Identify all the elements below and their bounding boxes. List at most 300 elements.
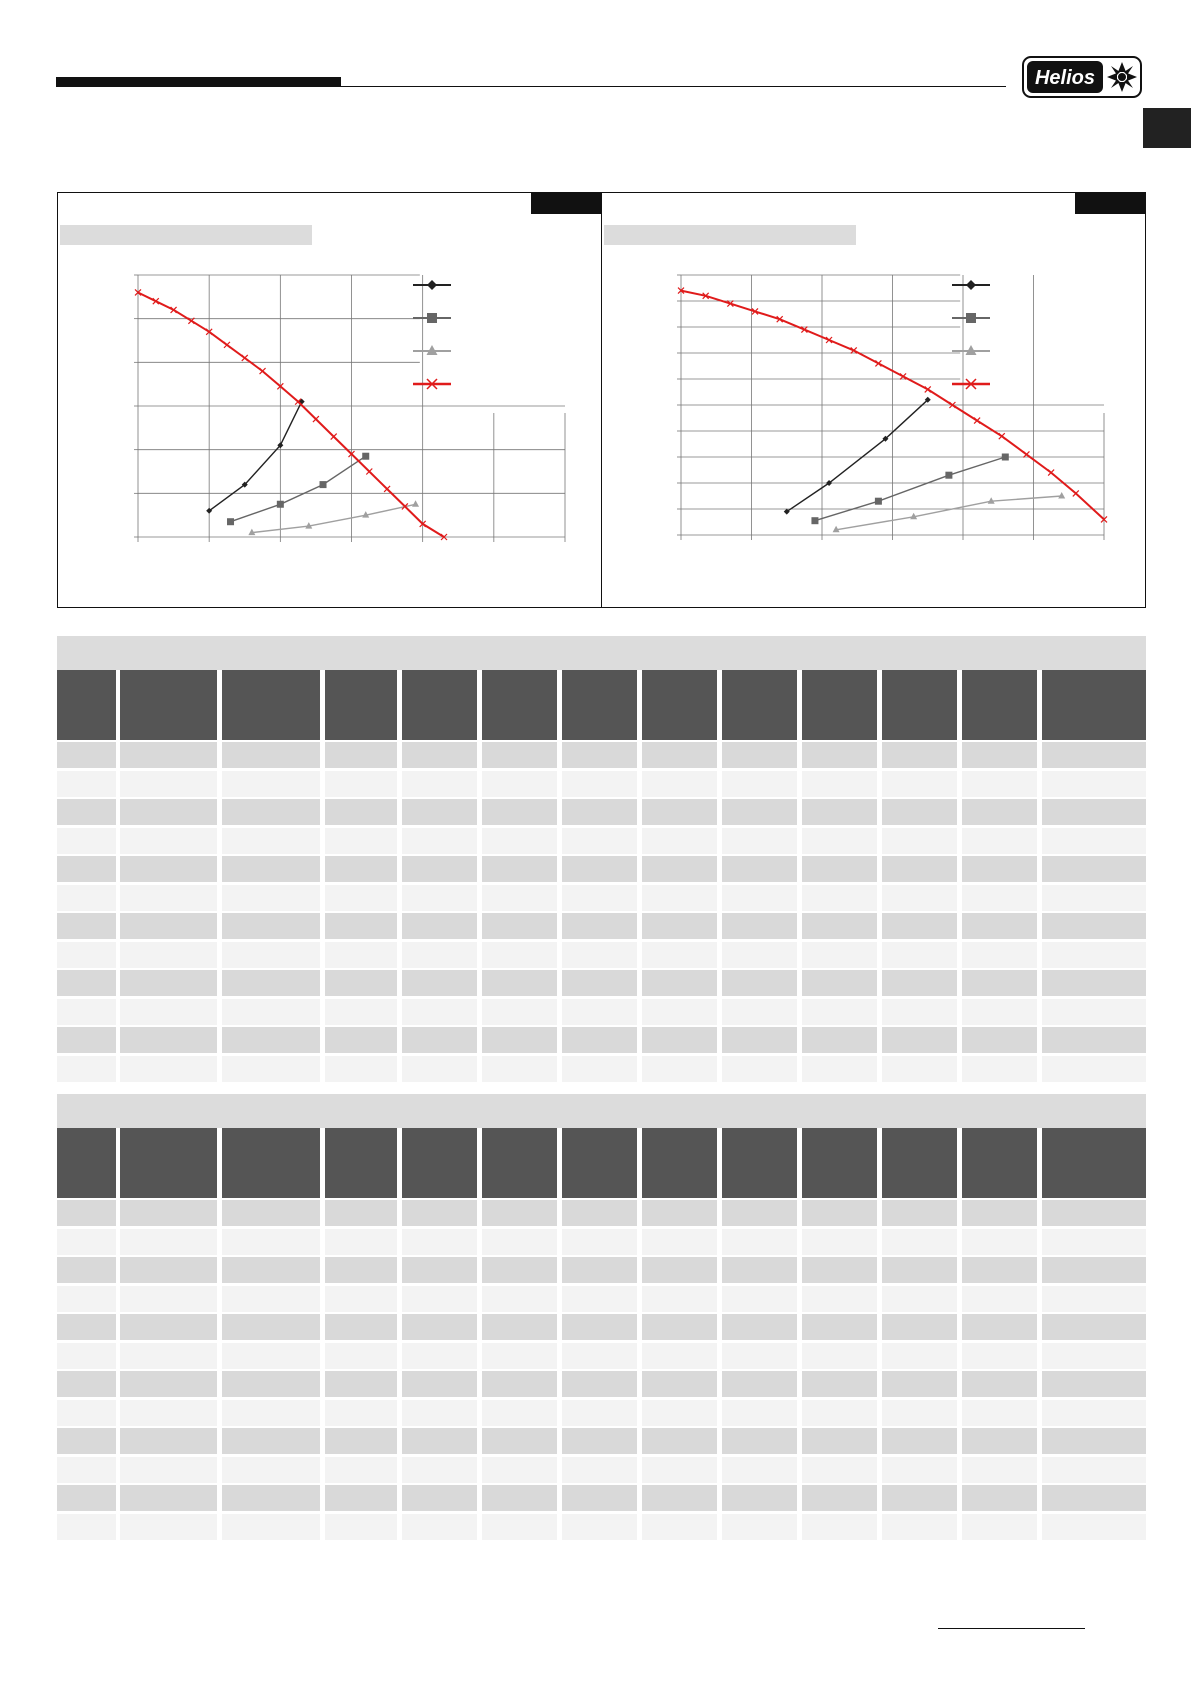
table-cell xyxy=(722,1229,797,1255)
table-cell xyxy=(402,1314,477,1340)
table-cell xyxy=(722,742,797,768)
table-cell xyxy=(222,1027,320,1053)
table-cell xyxy=(562,1286,637,1312)
table-cell xyxy=(722,1286,797,1312)
table-cell xyxy=(482,1514,557,1540)
table-cell xyxy=(57,970,116,996)
column-header xyxy=(482,1128,557,1198)
table-row xyxy=(57,1027,1146,1053)
table-cell xyxy=(962,1428,1037,1454)
legend-marker-diamond xyxy=(966,280,976,290)
column-header xyxy=(802,670,877,740)
table-cell xyxy=(882,1428,957,1454)
table-cell xyxy=(402,828,477,854)
table-cell xyxy=(222,1428,320,1454)
table-cell xyxy=(482,1229,557,1255)
table-cell xyxy=(642,942,717,968)
table-cell xyxy=(642,1200,717,1226)
table-cell xyxy=(562,1371,637,1397)
table-cell xyxy=(402,999,477,1025)
table-cell xyxy=(562,828,637,854)
table-cell xyxy=(120,970,217,996)
data-point-square xyxy=(945,472,952,479)
table-cell xyxy=(120,1400,217,1426)
data-point-square xyxy=(811,517,818,524)
table-cell xyxy=(402,1400,477,1426)
table-cell xyxy=(802,771,877,797)
data-point-cross xyxy=(242,355,248,361)
table-cell xyxy=(802,742,877,768)
table-cell xyxy=(642,828,717,854)
column-header xyxy=(962,1128,1037,1198)
table-row xyxy=(57,942,1146,968)
table-cell xyxy=(325,1371,397,1397)
table-cell xyxy=(325,1027,397,1053)
column-header xyxy=(562,1128,637,1198)
table-cell xyxy=(402,1257,477,1283)
table-cell xyxy=(562,1485,637,1511)
table-cell xyxy=(402,1056,477,1082)
table-cell xyxy=(562,1457,637,1483)
table-cell xyxy=(722,771,797,797)
table-cell xyxy=(882,1371,957,1397)
table-cell xyxy=(962,1371,1037,1397)
data-point-square xyxy=(1002,454,1009,461)
table-cell xyxy=(882,856,957,882)
table-cell xyxy=(1042,771,1146,797)
series-line xyxy=(836,496,1062,530)
table-cell xyxy=(802,1485,877,1511)
series-line xyxy=(209,402,302,511)
column-header xyxy=(57,670,116,740)
header-rule xyxy=(56,86,1006,87)
data-point-triangle xyxy=(412,500,419,507)
table-cell xyxy=(120,828,217,854)
legend-marker-square xyxy=(427,313,437,323)
table-cell xyxy=(482,771,557,797)
table-cell xyxy=(882,885,957,911)
table-cell xyxy=(962,913,1037,939)
table-cell xyxy=(222,771,320,797)
data-point-square xyxy=(227,518,234,525)
table-cell xyxy=(962,1286,1037,1312)
table-cell xyxy=(120,856,217,882)
column-header xyxy=(120,670,217,740)
table-row xyxy=(57,799,1146,825)
table-cell xyxy=(222,1343,320,1369)
table-cell xyxy=(120,913,217,939)
table-cell xyxy=(722,1428,797,1454)
series-line xyxy=(787,400,928,512)
table-cell xyxy=(722,913,797,939)
table-cell xyxy=(120,1286,217,1312)
table-row xyxy=(57,1485,1146,1511)
table-cell xyxy=(882,942,957,968)
table-cell xyxy=(562,913,637,939)
table-cell xyxy=(962,999,1037,1025)
table-cell xyxy=(962,942,1037,968)
table-cell xyxy=(482,1056,557,1082)
table-cell xyxy=(962,799,1037,825)
table-cell xyxy=(562,856,637,882)
table-cell xyxy=(482,1400,557,1426)
table-cell xyxy=(642,913,717,939)
table-cell xyxy=(1042,1314,1146,1340)
data-point-cross xyxy=(260,368,266,374)
table-cell xyxy=(57,1457,116,1483)
table-cell xyxy=(642,1400,717,1426)
table-cell xyxy=(722,885,797,911)
table-cell xyxy=(802,1400,877,1426)
table-cell xyxy=(802,970,877,996)
table-cell xyxy=(802,799,877,825)
table-cell xyxy=(962,1257,1037,1283)
column-header xyxy=(325,670,397,740)
table-cell xyxy=(482,1314,557,1340)
table-cell xyxy=(120,1314,217,1340)
table-cell xyxy=(1042,1514,1146,1540)
table-cell xyxy=(722,828,797,854)
table-cell xyxy=(1042,1286,1146,1312)
table-cell xyxy=(1042,1428,1146,1454)
table-cell xyxy=(722,1343,797,1369)
table-cell xyxy=(57,942,116,968)
table-cell xyxy=(1042,999,1146,1025)
data-point-cross xyxy=(331,434,337,440)
table-cell xyxy=(802,1286,877,1312)
data-point-cross xyxy=(974,418,980,424)
table-cell xyxy=(882,913,957,939)
chart-left xyxy=(58,193,603,609)
table-cell xyxy=(882,1457,957,1483)
table-cell xyxy=(57,1229,116,1255)
table-cell xyxy=(562,1200,637,1226)
table-cell xyxy=(642,1371,717,1397)
table-row xyxy=(57,1400,1146,1426)
table-cell xyxy=(802,828,877,854)
table-cell xyxy=(722,1514,797,1540)
table-cell xyxy=(722,1257,797,1283)
table-cell xyxy=(882,1257,957,1283)
table-cell xyxy=(962,970,1037,996)
table-cell xyxy=(222,1371,320,1397)
table-cell xyxy=(642,1229,717,1255)
footer-rule xyxy=(938,1628,1085,1629)
table-cell xyxy=(482,913,557,939)
table-cell xyxy=(325,771,397,797)
table-cell xyxy=(120,1514,217,1540)
table-row xyxy=(57,1514,1146,1540)
table-cell xyxy=(120,1056,217,1082)
table-cell xyxy=(642,885,717,911)
table-cell xyxy=(1042,1371,1146,1397)
column-header xyxy=(562,670,637,740)
table-cell xyxy=(562,1343,637,1369)
table-cell xyxy=(325,942,397,968)
table-cell xyxy=(882,1286,957,1312)
table-row xyxy=(57,1457,1146,1483)
table-cell xyxy=(57,828,116,854)
table-cell xyxy=(222,1485,320,1511)
table-cell xyxy=(802,1428,877,1454)
table-cell xyxy=(222,799,320,825)
table-cell xyxy=(482,1257,557,1283)
table-cell xyxy=(222,742,320,768)
data-point-triangle xyxy=(1058,492,1065,499)
table-cell xyxy=(120,999,217,1025)
table-row xyxy=(57,1314,1146,1340)
column-header xyxy=(57,1128,116,1198)
table-cell xyxy=(562,1056,637,1082)
table-cell xyxy=(722,1314,797,1340)
table-cell xyxy=(57,799,116,825)
table-cell xyxy=(802,1027,877,1053)
table-cell xyxy=(882,799,957,825)
table-cell xyxy=(1042,1343,1146,1369)
table-cell xyxy=(120,885,217,911)
table-cell xyxy=(482,828,557,854)
column-header xyxy=(1042,670,1146,740)
table-cell xyxy=(642,742,717,768)
table-cell xyxy=(402,1286,477,1312)
table-cell xyxy=(1042,885,1146,911)
table-row xyxy=(57,1286,1146,1312)
table-cell xyxy=(482,999,557,1025)
table-cell xyxy=(402,1229,477,1255)
column-header xyxy=(962,670,1037,740)
table-cell xyxy=(642,1286,717,1312)
table-cell xyxy=(562,1229,637,1255)
table-cell xyxy=(482,1343,557,1369)
table-cell xyxy=(642,1485,717,1511)
table-cell xyxy=(1042,828,1146,854)
table-cell xyxy=(722,999,797,1025)
table-cell xyxy=(482,799,557,825)
table-cell xyxy=(325,1257,397,1283)
table-cell xyxy=(402,742,477,768)
table-cell xyxy=(57,742,116,768)
column-header xyxy=(402,670,477,740)
table-cell xyxy=(962,1314,1037,1340)
data-point-cross xyxy=(366,469,372,475)
table-cell xyxy=(722,799,797,825)
table-cell xyxy=(722,1457,797,1483)
table-cell xyxy=(1042,1056,1146,1082)
data-point-square xyxy=(362,453,369,460)
table-cell xyxy=(325,885,397,911)
table-cell xyxy=(482,856,557,882)
logo-wordmark: Helios xyxy=(1034,67,1096,89)
table-cell xyxy=(222,856,320,882)
column-header xyxy=(642,670,717,740)
table-row xyxy=(57,1371,1146,1397)
table-cell xyxy=(642,970,717,996)
table-cell xyxy=(120,1485,217,1511)
table-cell xyxy=(57,1027,116,1053)
table-cell xyxy=(325,828,397,854)
series-line xyxy=(252,504,416,532)
table-column-headers xyxy=(57,670,1146,740)
table-cell xyxy=(57,1343,116,1369)
table-cell xyxy=(802,999,877,1025)
data-point-cross xyxy=(384,486,390,492)
table-cell xyxy=(562,1314,637,1340)
table-cell xyxy=(1042,970,1146,996)
table-cell xyxy=(120,1200,217,1226)
table-cell xyxy=(402,799,477,825)
table-cell xyxy=(325,1428,397,1454)
section-tab[interactable] xyxy=(1143,108,1191,148)
table-cell xyxy=(402,942,477,968)
table-row xyxy=(57,913,1146,939)
table-column-headers xyxy=(57,1128,1146,1198)
table-cell xyxy=(1042,1457,1146,1483)
table-row xyxy=(57,771,1146,797)
column-header xyxy=(882,1128,957,1198)
table-cell xyxy=(882,1314,957,1340)
data-point-cross xyxy=(925,386,931,392)
table-cell xyxy=(222,913,320,939)
table-cell xyxy=(562,799,637,825)
table-cell xyxy=(402,885,477,911)
table-cell xyxy=(562,885,637,911)
chart-right xyxy=(602,193,1147,609)
table-cell xyxy=(120,799,217,825)
table-cell xyxy=(802,1200,877,1226)
table-cell xyxy=(962,1485,1037,1511)
table-cell xyxy=(642,1257,717,1283)
table-cell xyxy=(222,1400,320,1426)
table-cell xyxy=(642,856,717,882)
table-cell xyxy=(1042,1229,1146,1255)
table-cell xyxy=(562,1257,637,1283)
table-cell xyxy=(482,1428,557,1454)
table-cell xyxy=(642,799,717,825)
table-cell xyxy=(882,1485,957,1511)
table-cell xyxy=(722,1027,797,1053)
table-cell xyxy=(57,1514,116,1540)
table-cell xyxy=(962,1514,1037,1540)
table-cell xyxy=(222,999,320,1025)
table-cell xyxy=(482,1286,557,1312)
table-cell xyxy=(722,856,797,882)
table-cell xyxy=(882,771,957,797)
table-cell xyxy=(882,828,957,854)
table-cell xyxy=(120,1428,217,1454)
table-cell xyxy=(325,1286,397,1312)
table-cell xyxy=(402,1514,477,1540)
table-cell xyxy=(57,1400,116,1426)
table-row xyxy=(57,885,1146,911)
table-cell xyxy=(120,942,217,968)
table-cell xyxy=(722,1371,797,1397)
table-cell xyxy=(962,1056,1037,1082)
table-cell xyxy=(642,1027,717,1053)
column-header xyxy=(1042,1128,1146,1198)
table-cell xyxy=(642,1514,717,1540)
table-cell xyxy=(882,1229,957,1255)
table-cell xyxy=(1042,942,1146,968)
table-cell xyxy=(325,1400,397,1426)
table-cell xyxy=(482,885,557,911)
table-cell xyxy=(562,999,637,1025)
table-cell xyxy=(402,1371,477,1397)
data-point-cross xyxy=(224,342,230,348)
table-cell xyxy=(642,1457,717,1483)
table-cell xyxy=(802,1514,877,1540)
table-cell xyxy=(1042,1400,1146,1426)
table-row xyxy=(57,999,1146,1025)
table-cell xyxy=(802,1343,877,1369)
table-cell xyxy=(222,828,320,854)
data-point-cross xyxy=(1048,470,1054,476)
table-cell xyxy=(57,1371,116,1397)
table-cell xyxy=(120,1371,217,1397)
table-cell xyxy=(222,1056,320,1082)
table-cell xyxy=(642,1056,717,1082)
table-cell xyxy=(57,885,116,911)
table-cell xyxy=(562,970,637,996)
table-cell xyxy=(802,1314,877,1340)
table-cell xyxy=(402,1343,477,1369)
column-header xyxy=(722,1128,797,1198)
data-point-cross xyxy=(1023,451,1029,457)
series-line xyxy=(231,456,366,522)
table-cell xyxy=(562,942,637,968)
table-cell xyxy=(325,1056,397,1082)
table-cell xyxy=(722,1056,797,1082)
table-cell xyxy=(325,999,397,1025)
table-cell xyxy=(962,1229,1037,1255)
table-cell xyxy=(482,1485,557,1511)
table-cell xyxy=(642,1343,717,1369)
table-cell xyxy=(57,1257,116,1283)
table-cell xyxy=(962,771,1037,797)
table-cell xyxy=(802,1257,877,1283)
table-cell xyxy=(482,970,557,996)
table-cell xyxy=(1042,742,1146,768)
table-cell xyxy=(482,942,557,968)
table-cell xyxy=(562,1400,637,1426)
table-cell xyxy=(882,1027,957,1053)
table-cell xyxy=(962,1200,1037,1226)
table-cell xyxy=(325,1514,397,1540)
table-cell xyxy=(722,1400,797,1426)
table-cell xyxy=(962,1457,1037,1483)
table-cell xyxy=(962,885,1037,911)
table-cell xyxy=(642,1428,717,1454)
table-cell xyxy=(882,1400,957,1426)
column-header xyxy=(722,670,797,740)
column-header xyxy=(402,1128,477,1198)
table-row xyxy=(57,1428,1146,1454)
table-cell xyxy=(722,942,797,968)
table-cell xyxy=(882,1056,957,1082)
table-cell xyxy=(222,1514,320,1540)
table-cell xyxy=(962,742,1037,768)
table-cell xyxy=(57,999,116,1025)
table-cell xyxy=(962,1400,1037,1426)
table-cell xyxy=(325,970,397,996)
table-cell xyxy=(562,771,637,797)
data-point-square xyxy=(320,481,327,488)
table-cell xyxy=(57,1200,116,1226)
table-cell xyxy=(802,856,877,882)
table-row xyxy=(57,970,1146,996)
column-header xyxy=(120,1128,217,1198)
table-cell xyxy=(1042,856,1146,882)
table-cell xyxy=(402,1428,477,1454)
